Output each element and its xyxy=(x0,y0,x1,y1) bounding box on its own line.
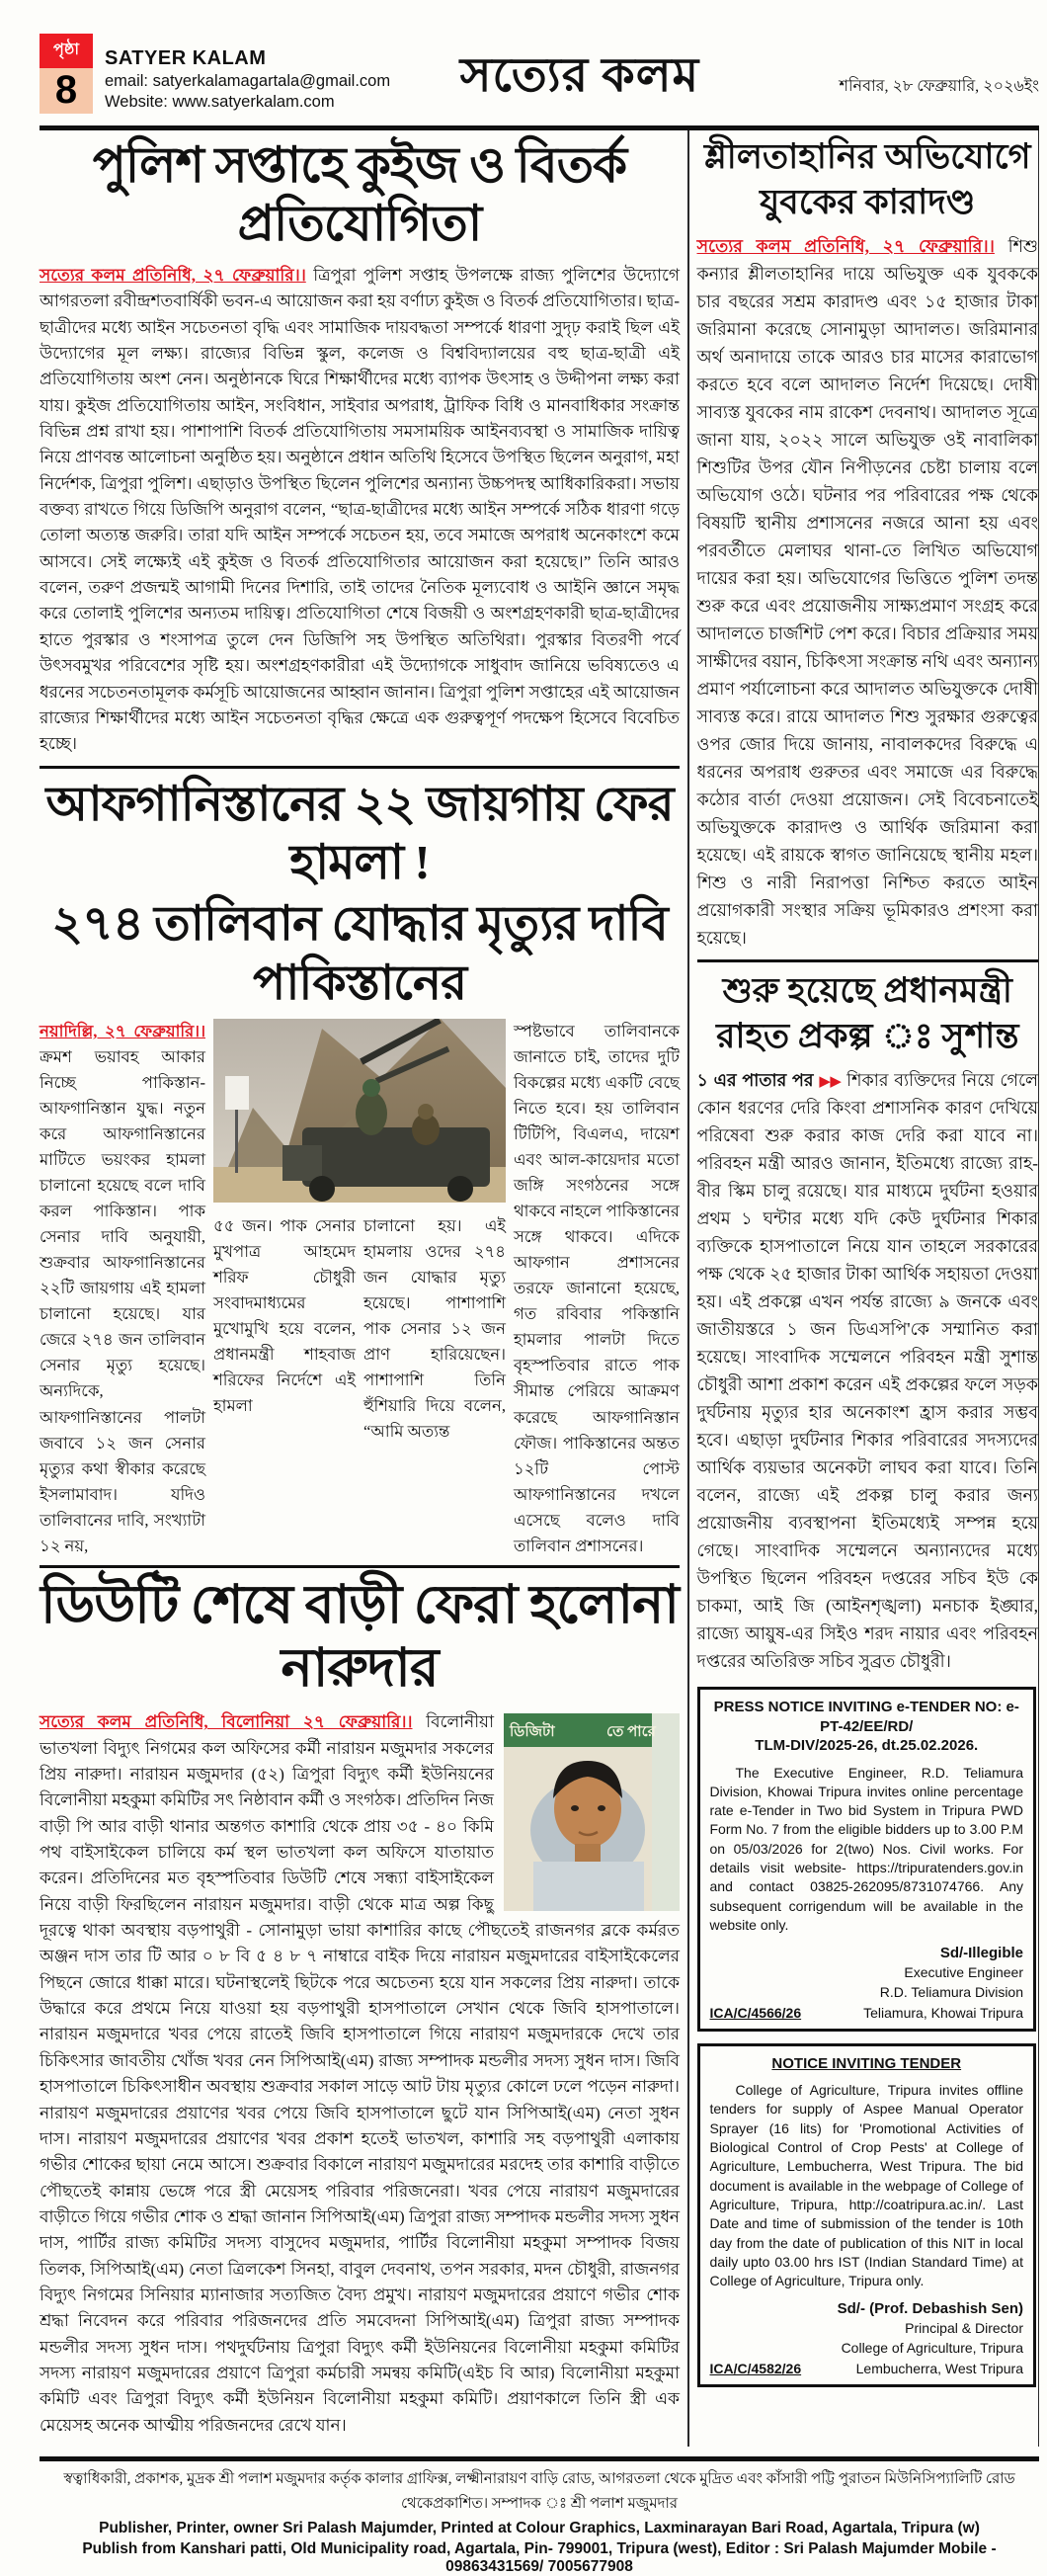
page-number: 8 xyxy=(40,68,93,114)
section-rule xyxy=(40,1565,680,1568)
brand-title: SATYER KALAM xyxy=(105,47,267,69)
war-photo xyxy=(213,1019,506,1203)
signature-title: Executive Engineer xyxy=(904,1964,1023,1981)
notice-title xyxy=(710,1698,1024,1756)
article-column-middle xyxy=(213,1019,506,1559)
article-naruda xyxy=(40,1574,680,2447)
byline: সত্যের কলম প্রতিনিধি, বিলোনিয়া ২৭ ফেব্রুয়ারি।। xyxy=(40,1712,413,1732)
continued-from-label: ১ এর পাতার পর xyxy=(696,1070,814,1090)
article-body xyxy=(697,232,1039,952)
notice-signature xyxy=(710,1943,1024,2002)
section-rule xyxy=(697,959,1039,962)
footer-imprint-bengali: স্বত্বাধিকারী, প্রকাশক, মুদ্রক শ্রী পলাশ মজুমদার কর্তৃক কালার গ্রাফিক্স, লক্ষ্মীনারায়ণ বাড়ি রোড, আগরতলা থেকে মুদ্রিত এবং কাঁসারী পট্টি পুরাতন মিউনিসিপ্যালিটি রোড থেকেপ্রকাশিত। সম্পাদক ঃ শ্রী পলাশ মজুমদার xyxy=(63,2470,1015,2512)
article-body xyxy=(40,263,680,758)
press-notice-etender xyxy=(697,1687,1037,2032)
photo-banner-text-left: ডিজিটা xyxy=(510,1724,555,1741)
article-headline-line2: রাহত প্রকল্প ঃ সুশান্ত xyxy=(716,1016,1019,1055)
article-columns xyxy=(40,1019,680,1559)
signature-college: College of Agriculture, Tripura xyxy=(841,2340,1023,2357)
article-rahat xyxy=(697,968,1039,1675)
notice-signature xyxy=(710,2298,1024,2358)
article-column-2: ৫৫ জন। পাক সেনার মুখপাত্র আহমেদ শরিফ চৌধুরী সংবাদমাধ্যমের মুখোমুখি হয়ে বলেন, প্রধানমন্ত্রী শাহবাজ শরিফের নির্দেশে এই হামলা xyxy=(213,1215,356,1416)
signature-name: Sd/- (Prof. Debashish Sen) xyxy=(837,2300,1023,2318)
page-header xyxy=(40,34,1039,118)
article-body-text: ত্রিপুরা পুলিশ সপ্তাহ উপলক্ষে রাজ্য পুলিশের উদ্যোগে আগরতলা রবীন্দ্রশতবার্ষিকী ভবন-এ আয়োজন করা হয় বর্ণাঢ্য কুইজ ও বিতর্ক প্রতিযোগিতার। ছাত্র-ছাত্রীদের মধ্যে আইন সচেতনতা বৃদ্ধি এবং সামাজিক দায়বদ্ধতা সম্পর্কে ধারণা সুদৃঢ় করাই ছিল এই উদ্যোগের মূল লক্ষ্য। রাজ্যের বিভিন্ন স্কুল, কলেজ ও বিশ্ববিদ্যালয়ের বহু ছাত্র-ছাত্রী এই প্রতিযোগিতায় অংশ নেন। অনুষ্ঠানকে ঘিরে শিক্ষার্থীদের মধ্যে ব্যাপক উৎসাহ ও উদ্দীপনা লক্ষ্য করা যায়। কুইজ প্রতিযোগিতায় আইন, সংবিধান, সাইবার অপরাধ, ট্রাফিক বিধি ও মানবাধিকার সংক্রান্ত বিভিন্ন প্রশ্ন রাখা হয়। পাশাপাশি বিতর্ক প্রতিযোগিতায় সমসাময়িক আইনব্যবস্থা ও সামাজিক দায়িত্ব নিয়ে প্রাণবন্ত আলোচনা অনুষ্ঠিত হয়। অনুষ্ঠানে প্রধান অতিথি হিসেবে উপস্থিত ছিলেন অনুরাগ, মহা নির্দেশক, ত্রিপুরা পুলিশ। এছাড়াও উপস্থিত ছিলেন পুলিশের অন্যান্য উচ্চপদস্থ আধিকারিকরা। সভায় বক্তব্য রাখতে গিয়ে ডিজিপি অনুরাগ বলেন, “ছাত্র-ছাত্রীদের মধ্যে আইন সম্পর্কে সঠিক ধারণা গড়ে তোলা অত্যন্ত জরুরি। তারা যদি আইন সম্পর্কে সচেতন হয়, তবে সমাজে অপরাধ অনেকাংশে কমে আসবে। সেই লক্ষ্যেই এই কুইজ ও বিতর্ক প্রতিযোগিতার আয়োজন করা হয়েছে।” তিনি আরও বলেন, তরুণ প্রজন্মই আগামী দিনের দিশারি, তাই তাদের নৈতিক মূল্যবোধ ও আইনি জ্ঞানে সমৃদ্ধ করে তোলাই পুলিশের অন্যতম দায়িত্ব। প্রতিযোগিতা শেষে বিজয়ী ও অংশগ্রহণকারী ছাত্র-ছাত্রীদের হাতে পুরস্কার ও শংসাপত্র তুলে দেন ডিজিপি সহ উপস্থিত অতিথিরা। পুরস্কার বিতরণী পর্বে উৎসবমুখর পরিবেশের সৃষ্টি হয়। অংশগ্রহণকারীরা এই উদ্যোগকে সাধুবাদ জানিয়ে ভবিষ্যতেও এ ধরনের সচেতনতামূলক কর্মসূচি আয়োজনের আহ্বান জানান। ত্রিপুরা পুলিশ সপ্তাহের এই আয়োজন রাজ্যের শিক্ষার্থীদের মধ্যে আইন সচেতনতা বৃদ্ধির ক্ষেত্রে এক গুরুত্বপূর্ণ পদক্ষেপ হিসেবে বিবেচিত হচ্ছে। xyxy=(40,266,680,754)
article-column-4: স্পষ্টভাবে তালিবানকে জানাতে চাই, তাদের দুটি বিকল্পের মধ্যে একটি বেছে নিতে হবে। হয় তালিবান টিটিপি, বিএলএ, দায়েশ এবং আল-কায়েদার মতো জঙ্গি সংগঠনের সঙ্গে থাকবে নাহলে পাকিস্তানের সঙ্গে থাকবে। এদিকে আফগান প্রশাসনের তরফে জানানো হয়েছে, গত রবিবার পকিস্তানি হামলার পালটা দিতে বৃহস্পতিবার রাতে পাক সীমান্ত পেরিয়ে আক্রমণ করেছে আফগানিস্তান ফৌজ। পাকিস্তানের অন্তত ১২টি পোস্ট আফগানিস্তানের দখলে এসেছে বলেও দাবি তালিবান প্রশাসনের। xyxy=(514,1021,680,1555)
article-headline: ডিউটি শেষে বাড়ী ফেরা হলোনা নারুদার xyxy=(40,1574,679,1698)
signature-place: Teliamura, Khowai Tripura xyxy=(863,2004,1023,2021)
notice-title: NOTICE INVITING TENDER xyxy=(771,2054,962,2072)
notice-title-line1: PRESS NOTICE INVITING e-TENDER NO: e-PT-42/EE/RD/ xyxy=(713,1699,1019,1735)
signature-place: Lembucherra, West Tripura xyxy=(855,2360,1023,2376)
article-body-text: শিকার ব্যক্তিদের নিয়ে গেলে কোন ধরণের দেরি কিংবা প্রশাসনিক কারণ দেখিয়ে পরিষেবা শুরু করার কাজ দেরি করা যাবে না। পরিবহন মন্ত্রী আরও জানান, ইতিমধ্যে রাজ্যে রাহ-বীর স্কিম চালু রয়েছে। যার মাধ্যমে দুর্ঘটনা হওয়ার প্রথম ১ ঘন্টার মধ্যে যদি কেউ দুর্ঘটনার শিকার ব্যক্তিকে হাসপাতালে নিয়ে যান তাহলে সরকারের পক্ষ থেকে ২৫ হাজার টাকা আর্থিক সহায়তা দেওয়া হয়। এই প্রকল্পে এখন পর্যন্ত রাজ্যে ৯ জনকে এবং জাতীয়স্তরে ১ জন ডিএসপি'কে সম্মানিত করা হয়েছে। সাংবাদিক সম্মেলনে পরিবহন মন্ত্রী সুশান্ত চৌধুরী আশা প্রকাশ করেন এই প্রকল্পের ফলে সড়ক দুর্ঘটনায় মৃত্যুর হার অনেকাংশ হ্রাস করার সম্ভব হবে। এছাড়া দুর্ঘটনার শিকার পরিবারের সদস্যদের আর্থিক ব্যয়ভার অনেকটা লাঘব করা যাবে। তিনি বলেন, রাজ্যে এই প্রকল্প চালু করার জন্য প্রয়োজনীয় ব্যবস্থাপনা ইতিমধ্যেই সম্পন্ন হয়ে গেছে। সাংবাদিক সম্মেলনে অন্যান্যদের মধ্যে উপস্থিত ছিলেন পরিবহন দপ্তরের সচিব ইউ কে চাকমা, আই জি (আইনশৃঙ্খলা) মনচাক ইঙ্ঘার, রাজ্যে আয়ুষ-এর সিইও শরদ নায়ার এবং পরিবহন দপ্তরের অতিরিক্ত সচিব সুব্রত চৌধুরী। xyxy=(696,1070,1039,1671)
brand-website: Website: www.satyerkalam.com xyxy=(105,93,335,111)
article-headline: পুলিশ সপ্তাহে কুইজ ও বিতর্ক প্রতিযোগিতা xyxy=(92,137,627,251)
article-body-text: শিশু কন্যার শ্লীলতাহানির দায়ে অভিযুক্ত এক যুবককে চার বছরের সশ্রম কারাদণ্ড এবং ১৫ হাজার টাকা জরিমানা করেছে সোনামুড়া আদালত। জরিমানার অর্থ অনাদায়ে তাকে আরও চার মাসের কারাভোগ করতে হবে বলে আদালত নির্দেশ দিয়েছে। দোষী সাব্যস্ত যুবকের নাম রাকেশ দেবনাথ। আদালত সূত্রে জানা যায়, ২০২২ সালে অভিযুক্ত ওই নাবালিকা শিশুটির উপর যৌন নিপীড়নের চেষ্টা চালায় বলে অভিযোগ ওঠে। ঘটনার পর পরিবারের পক্ষ থেকে বিষয়টি স্থানীয় প্রশাসনের নজরে আনা হয় এবং পরবর্তীতে মেলাঘর থানা-তে লিখিত অভিযোগ দায়ের করা হয়। অভিযোগের ভিত্তিতে পুলিশ তদন্ত শুরু করে এবং প্রয়োজনীয় সাক্ষ্যপ্রমাণ সংগ্রহ করে আদালতে চার্জশিট পেশ করে। বিচার প্রক্রিয়ার সময় সাক্ষীদের বয়ান, চিকিৎসা সংক্রান্ত নথি এবং অন্যান্য প্রমাণ পর্যালোচনা করে আদালত অভিযুক্তকে দোষী সাব্যস্ত করে। রায়ে আদালত শিশু সুরক্ষার গুরুত্বের ওপর জোর দিয়ে জানায়, নাবালকদের বিরুদ্ধে এ ধরনের অপরাধ গুরুতর এবং সমাজে এর বিরুদ্ধে কঠোর বার্তা দেওয়া প্রয়োজন। সেই বিবেচনাতেই অভিযুক্তকে কারাদণ্ড ও আর্থিক জরিমানা করা হয়েছে। এই রায়কে স্বাগত জানিয়েছে স্থানীয় মহল। শিশু ও নারী নিরাপত্তা নিশ্চিত করতে আইন প্রয়োগকারী সংস্থার সক্রিয় ভূমিকারও প্রশংসা করা হয়েছে। xyxy=(696,236,1038,948)
article-column-1 xyxy=(40,1019,205,1559)
article-body-text: ক্রমশ ভয়াবহ আকার নিচ্ছে পাকিস্তান-আফগানিস্তান যুদ্ধ। নতুন করে আফগানিস্তানের মাটিতে ভয়ংকর হামলা চালানো হয়েছে বলে দাবি করল পাকিস্তান। পাক সেনার দাবি অনুযায়ী, শুক্রবার আফগানিস্তানের ২২টি জায়গায় এই হামলা চালানো হয়েছে। যার জেরে ২৭৪ জন তালিবান সেনার মৃত্যু হয়েছে। অন্যদিকে, আফগানিস্তানের পালটা জবাবে ১২ জন সেনার মৃত্যুর কথা স্বীকার করেছে ইসলামাবাদ। যদিও তালিবানের দাবি, সংখ্যাটা ১২ নয়, xyxy=(40,1046,205,1555)
main-content xyxy=(40,130,1039,2447)
footer-imprint-english-2: Publish from Kanshari patti, Old Municipality road, Agartala, Pin- 799001, Tripura (west), Editor : Sri Palash Majumder Mobile - 09863431569/ 7005677908 xyxy=(82,2539,997,2575)
article-headline-line1: শ্লীলতাহানির অভিযোগে xyxy=(703,137,1031,176)
notice-inviting-tender xyxy=(697,2043,1037,2387)
issue-date: শনিবার, ২৮ ফেব্রুয়ারি, ২০২৬ইং xyxy=(839,78,1039,95)
article-molestation xyxy=(697,134,1039,952)
left-column xyxy=(40,130,687,2447)
masthead-title: সত্যের কলম xyxy=(459,49,700,102)
brand-email: email: satyerkalamagartala@gmail.com xyxy=(105,72,391,90)
article-body-text: বিলোনীয়া ভাতখলা বিদ্যুৎ নিগমের কল অফিসের কর্মী নারায়ন মজুমদার সকলের প্রিয় নারুদা। নারায়ন মজুমদার (৫২) ত্রিপুরা বিদ্যুৎ কর্মী ইউনিয়নের বিলোনীয়া মহকুমা কমিটির সৎ নিষ্ঠাবান কর্মী ও সংগঠক। প্রতিদিন নিজ বাড়ী পি আর বাড়ী থানার অন্তগত কাশারি থেকে প্রায় ৩৫ - ৪০ কিমি পথ বাইসাইকেল চালিয়ে কর্ম স্থল ভাতখলা কল অফিসে যাতায়াত করেন। প্রতিদিনের মত বৃহস্পতিবার ডিউটি শেষে সন্ধ্যা বাইসাইকেল নিয়ে বাড়ী ফিরছিলেন নারায়ন মজুমদার। বাড়ী থেকে মাত্র অল্প কিছু দূরত্বে থাকা অবস্থায় বড়পাথুরী - সোনামুড়া ভায়া কাশারির কাছে পৌছতেই রাজনগর ব্লকে কর্মরত অঞ্জন দাস তার টি আর ০ ৮ বি ৫ ৪ ৮ ৭ নাম্বারে বাইক দিয়ে নারায়ন মজুমদারের বাইসাইকেলের পিছনে জোরে ধাক্কা মারে। ঘটনাস্থলেই ছিটকে পরে অচেতন্য হয়ে যান সকলের প্রিয় নারুদা। তাকে উদ্ধারে করে প্রথমে নিয়ে যাওয়া হয় বড়পাথুরী হাসপাতালে সেখান থেকে জিবি হাসপাতালে। নারায়ন মজুমদারে খবর পেয়ে রাতেই জিবি হাসপাতালে গিয়ে নারায়ণ মজুমদারকে দেখে তার চিকিৎসার জাবতীয় খোঁজ খবর নেন সিপিআই(এম) রাজ্য xyxy=(40,1712,680,2070)
continuation-arrows-icon: ▶▶ xyxy=(819,1074,842,1090)
section-rule xyxy=(40,766,680,769)
article-headline-line2: ২৭৪ তালিবান যোদ্ধার মৃত্যুর দাবি পাকিস্তানের xyxy=(51,896,668,1010)
article-headline-line1: আফগানিস্তানের ২২ জায়গায় ফের হামলা ! xyxy=(45,776,674,890)
article-afghanistan xyxy=(40,775,680,1559)
page-number-box xyxy=(40,34,93,114)
notice-title-line2: TLM-DIV/2025-26, dt.25.02.2026. xyxy=(755,1737,979,1754)
page-footer xyxy=(40,2456,1039,2576)
article-body-text: সম্পাদক মন্ডলীর সদস্য সুধন দাস। জিবি হাসপাতালে চিকিৎসাধীন অবস্থায় শুক্রবার সকাল সাড়ে আট টায় মৃত্যুর কোলে ঢলে পড়েন নারুদা। নারায়ণ মজুমদারের প্রয়াণের খবর পেয়ে জিবি হাসপাতালে ছুটে যান সিপিআই(এম) নেতা সুধন দাস। নারায়ণ মজুমদারের প্রয়াণের খবর প্রকাশ হতেই ভাতখল, কাশারি সহ বড়পাথুরী এলাকায় গভীর শোকের ছায়া নেমে আসে। শুক্রবার বিকালে নারায়ণ মজুমদারের মরদেহ তার কাশারি বাড়ীতে পৌছতেই কান্নায় ভেঙ্গে পরে স্ত্রী মেয়েসহ পরিবার পরিজনেরা। খবর পেয়ে নারায়ণ মজুমদারের বাড়ীতে গিয়ে গভীর শোক ও শ্রদ্ধা জানান সিপিআই(এম) ত্রিপুরা রাজ্য সম্পাদক মন্ডলীর সদস্য সুধন দাস, পার্টির রাজ্য কমিটির সদস্য বাসুদেব মজুমদার, পার্টির বিলোনীয়া মহকুমা সম্পাদক বিজয় তিলক, সিপিআই(এম) নেতা ত্রিলকেশ সিনহা, বাবুল দেবনাথ, তপন সরকার, মদন চৌধুরী, রাজনগর বিদ্যুৎ নিগমের সিনিয়ার ম্যানাজার সত্যজিত বৈদ্য প্রমুখ। নারায়ণ মজুমদারের প্রয়াণে গভীর শোক শ্রদ্ধা নিবেদন করে পরিবার পরিজনদের প্রতি সমবেদনা সিপিআই(এম) ত্রিপুরা রাজ্য সম্পাদক মন্ডলীর সদস্য সুধন দাস। পথদুর্ঘটনায় ত্রিপুরা বিদ্যুৎ কর্মী ইউনিয়নের বিলোনীয়া মহকুমা কমিটির সদস্য নারায়ণ মজুমদারের প্রয়াণে ত্রিপুরা কর্মচারী সমন্বয় কমিটি(এইচ বি আর) বিলোনীয়া মহকুমা কমিটি এবং ত্রিপুরা বিদ্যুৎ কর্মী ইউনিয়ন বিলোনীয়া মহকুমা কমিটি। প্রয়াণকালে তিনি স্ত্রী এক মেয়েসহ অনেক আত্মীয় পরিজনদের রেখে যান। xyxy=(40,2050,681,2435)
footer-imprint-english-1: Publisher, Printer, owner Sri Palash Majumder, Printed at Colour Graphics, Laxminarayan Bari Road, Agartala, Tripura (w) xyxy=(99,2519,980,2536)
notice-footer-row xyxy=(710,2361,1024,2376)
byline: সত্যের কলম প্রতিনিধি, ২৭ ফেব্রুয়ারি।। xyxy=(696,236,995,256)
right-column xyxy=(689,130,1040,2447)
under-photo-columns xyxy=(213,1213,506,1446)
article-headline xyxy=(697,134,1039,224)
article-headline xyxy=(697,968,1039,1058)
article-column-3: চালানো হয়। এই হামলায় ওদের ২৭৪ জন যোদ্ধার মৃত্যু হয়েছে। পাশাপাশি পাক সেনার ১২ জন প্রাণ হারিয়েছেন। পাশাপাশি তিনি হুঁশিয়ারি দিয়ে বলেন, “আমি অত্যন্ত xyxy=(363,1215,506,1442)
notice-body: The Executive Engineer, R.D. Teliamura Division, Khowai Tripura invites online percentage rate e-Tender in Two bid System in Tripura PWD Form No. 7 from the eligible bidders up to 3.00 P.M on 05/03/2026 for 2(two) Nos. Civil works. For details visit website- https://tripuratenders.gov.in and contact 03825-262095/8731074766. Any subsequent corrigendum will be available in the website only. xyxy=(709,1764,1023,1933)
notice-ref: ICA/C/4566/26 xyxy=(709,2004,802,2021)
photo-banner-text-right: তে পারে xyxy=(606,1724,656,1741)
notice-body: College of Agriculture, Tripura invites offline tenders for supply of Aspee Manual Operator Sprayer (16 lits) for 'Promotional Activities of Biological Control of Crop Pests' at College of Agriculture, Lembucherra, West Tripura. The bid document is available in the webpage of College of Agriculture, Tripura, http://coatripura.ac.in/. Last Date and time of submission of the tender is 10th day from the date of publication of this NIT in local daily upto 03.00 hrs IST (Indian Standard Time) at College of Agriculture, Tripura only. xyxy=(709,2082,1023,2289)
page-label: পৃষ্ঠা xyxy=(40,34,93,68)
signature-division: R.D. Teliamura Division xyxy=(879,1983,1023,2000)
notice-ref: ICA/C/4582/26 xyxy=(709,2360,802,2376)
byline: নয়াদিল্লি, ২৭ ফেব্রুয়ারি।। xyxy=(40,1021,205,1040)
article-headline-line2: যুবকের কারাদণ্ড xyxy=(760,182,976,221)
signature-title: Principal & Director xyxy=(905,2320,1023,2337)
article-headline-line1: শুরু হয়েছে প্রধানমন্ত্রী xyxy=(722,971,1012,1010)
notice-footer-row xyxy=(710,2005,1024,2021)
article-body xyxy=(697,1066,1039,1675)
signature-name: Sd/-Illegible xyxy=(939,1945,1023,1962)
byline: সত্যের কলম প্রতিনিধি, ২৭ ফেব্রুয়ারি।। xyxy=(40,266,306,285)
article-police-week xyxy=(40,136,680,758)
portrait-photo xyxy=(504,1713,680,1911)
brand-block xyxy=(105,34,390,112)
